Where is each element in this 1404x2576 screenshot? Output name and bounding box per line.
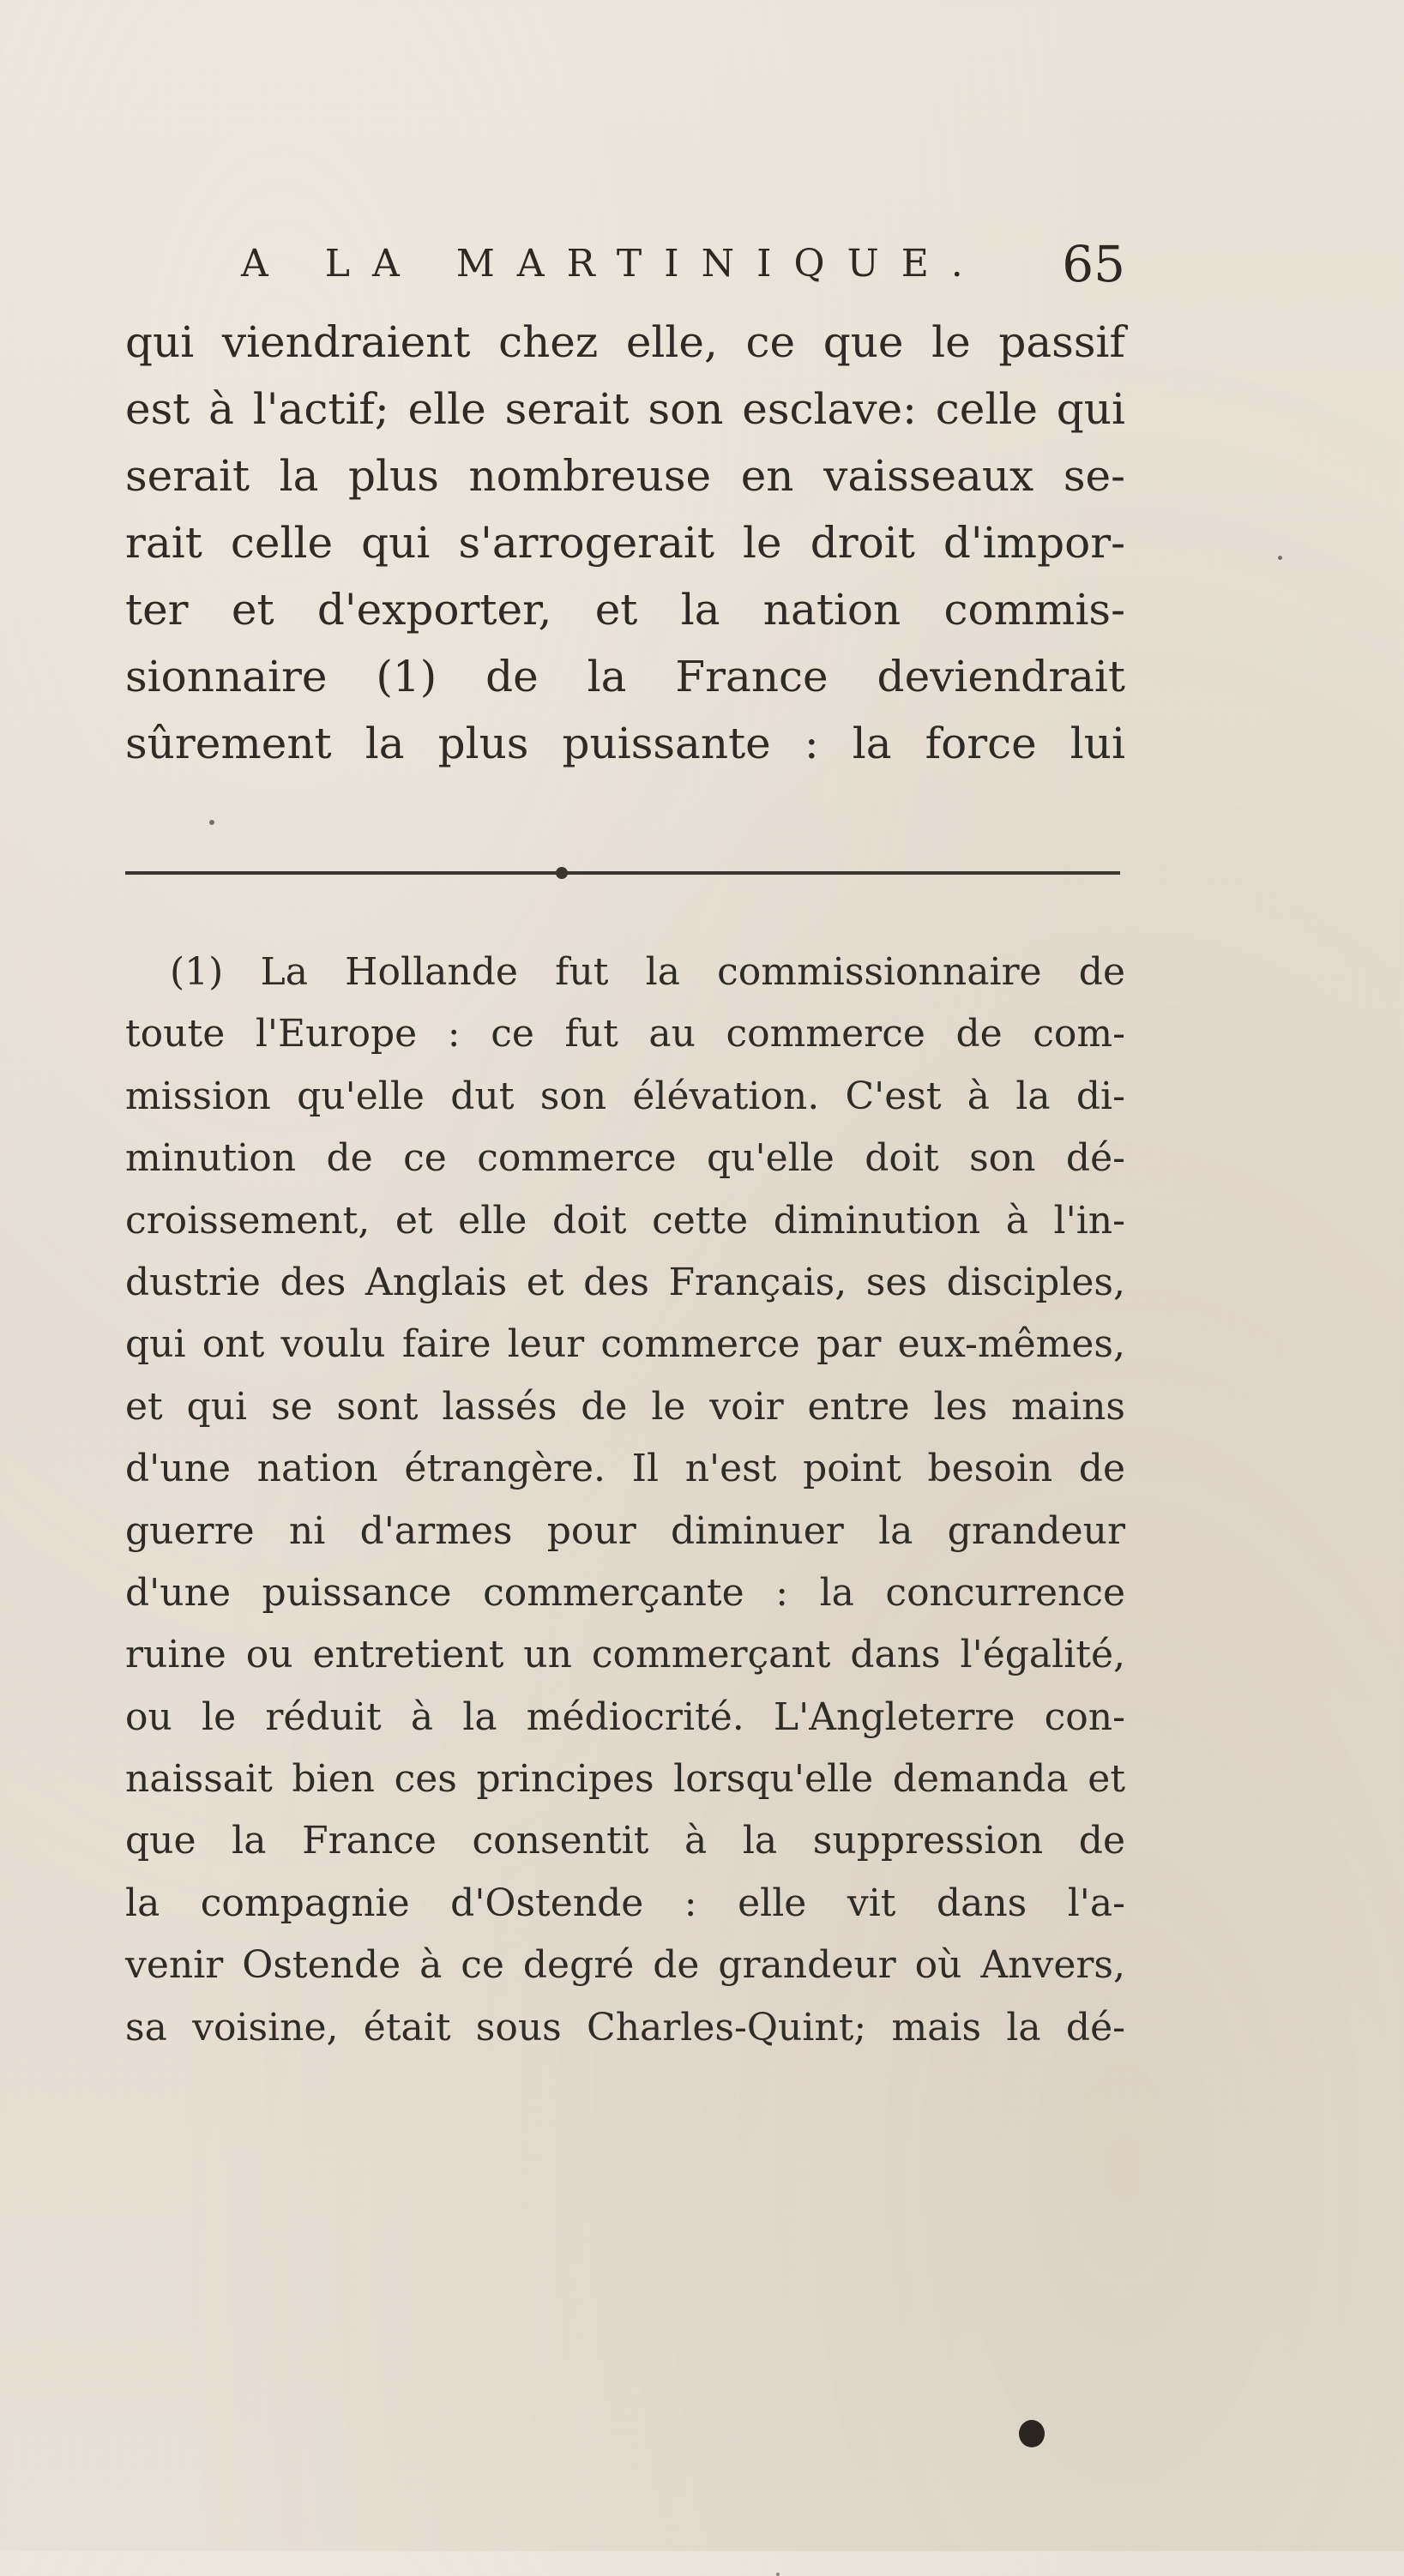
footnote-line: que la France consentit à la suppression de (125, 1819, 1125, 1863)
footnote-line: toute l'Europe : ce fut au commerce de com- (125, 1012, 1125, 1056)
footnote-line: mission qu'elle dut son élévation. C'est à la di- (125, 1074, 1125, 1118)
rule-ornament (556, 867, 568, 879)
footnote-line: naissait bien ces principes lorsqu'elle demanda et (125, 1757, 1125, 1802)
footnote-line: dustrie des Anglais et des Français, ses disciples, (125, 1260, 1125, 1304)
footnote-line: la compagnie d'Ostende : elle vit dans l'a- (125, 1881, 1125, 1925)
ink-speck (776, 2573, 780, 2576)
footnote-line: d'une puissance commerçante : la concurrence (125, 1570, 1125, 1615)
main-text (125, 309, 1125, 777)
page-header (125, 230, 1125, 298)
footnote (125, 942, 1125, 2059)
footnote-line: sa voisine, était sous Charles-Quint; mais la dé- (125, 2005, 1125, 2049)
text-line: est à l'actif; elle serait son esclave: celle qui (125, 384, 1125, 434)
footnote-line: guerre ni d'armes pour diminuer la grandeur (125, 1508, 1125, 1553)
footnote-separator-rule (125, 871, 1120, 875)
text-line: sionnaire (1) de la France deviendrait (125, 652, 1125, 701)
ink-speck (1278, 556, 1282, 560)
text-line: serait la plus nombreuse en vaisseaux se- (125, 451, 1125, 501)
text-line: ter et d'exporter, et la nation commis- (125, 585, 1125, 635)
footnote-line: croissement, et elle doit cette diminution à l'in- (125, 1198, 1125, 1243)
footnote-line: et qui se sont lassés de le voir entre les mains (125, 1384, 1125, 1429)
running-head: A LA MARTINIQUE. (241, 242, 985, 286)
text-line: rait celle qui s'arrogerait le droit d'impor- (125, 518, 1125, 568)
footnote-line: (1) La Hollande fut la commissionnaire de (170, 950, 1125, 994)
footnote-line: ruine ou entretient un commerçant dans l'égalité, (125, 1633, 1125, 1677)
text-line: sûrement la plus puissante : la force lui (125, 719, 1125, 768)
footnote-line: qui ont voulu faire leur commerce par eux-mêmes, (125, 1322, 1125, 1367)
ink-speck (209, 820, 214, 825)
footnote-line: ou le réduit à la médiocrité. L'Angleterre con- (125, 1694, 1125, 1739)
text-line: qui viendraient chez elle, ce que le passif (125, 317, 1125, 367)
footnote-line: minution de ce commerce qu'elle doit son dé- (125, 1136, 1125, 1181)
page-number: 65 (1062, 235, 1125, 293)
footnote-line: d'une nation étrangère. Il n'est point besoin de (125, 1447, 1125, 1491)
footnote-line: venir Ostende à ce degré de grandeur où Anvers, (125, 1943, 1125, 1988)
ink-speck (1019, 2420, 1045, 2447)
